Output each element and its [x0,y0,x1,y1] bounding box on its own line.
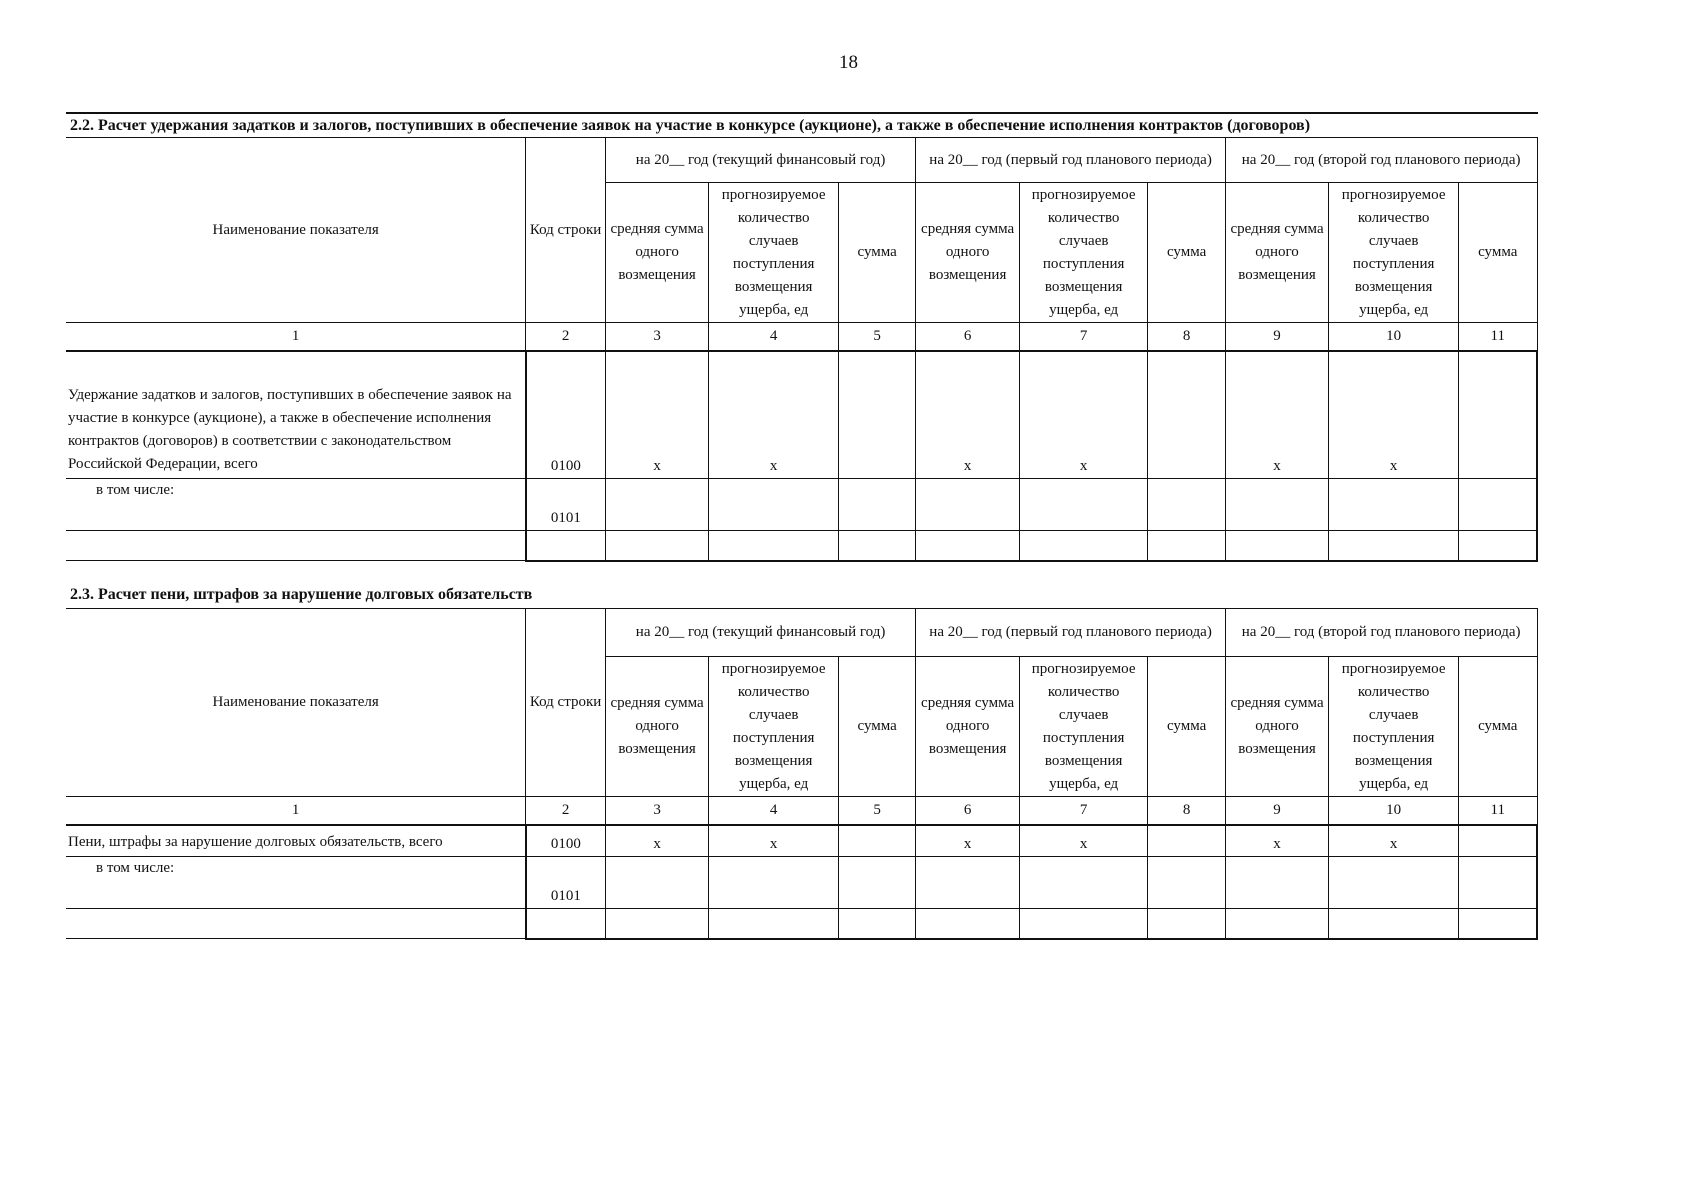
period-header-plan2: на 20__ год (второй год планового периода) [1225,609,1537,657]
avg-header: средняя сумма одного возмещения [1225,183,1329,323]
value-cell[interactable] [916,857,1020,909]
value-cell[interactable] [1329,531,1459,561]
value-cell[interactable] [1458,531,1537,561]
count-header: прогнозируемое количество случаев поступления возмещения ущерба, ед [1329,183,1459,323]
value-cell[interactable] [838,857,915,909]
value-cell[interactable] [838,909,915,939]
value-cell[interactable] [605,909,709,939]
table-row [66,825,1537,857]
value-cell[interactable] [1148,531,1225,561]
x-mark: x [709,351,839,479]
sum-header: сумма [1148,183,1225,323]
row-code: 0100 [526,351,606,479]
value-cell[interactable] [1225,909,1329,939]
name-header: Наименование показателя [66,609,526,797]
value-cell[interactable] [916,909,1020,939]
value-cell[interactable] [1148,479,1225,531]
name-header: Наименование показателя [66,138,526,323]
col-number: 8 [1148,797,1225,825]
value-cell[interactable] [838,351,915,479]
col-number: 11 [1458,797,1537,825]
col-number: 9 [1225,323,1329,351]
page-number: 18 [839,52,858,73]
value-cell[interactable] [1019,857,1148,909]
column-number-row [66,323,1537,351]
value-cell[interactable] [916,479,1020,531]
column-number-row [66,797,1537,825]
value-cell[interactable] [709,857,839,909]
row-code: 0101 [526,479,606,531]
value-cell[interactable] [1329,857,1459,909]
value-cell[interactable] [526,909,606,939]
avg-header: средняя сумма одного возмещения [605,183,709,323]
value-cell[interactable] [526,531,606,561]
table-row [66,857,1537,909]
col-number: 4 [709,323,839,351]
section-title: 2.2. Расчет удержания задатков и залогов, поступивших в обеспечение заявок на участие в конкурсе (аукционе), а также в обеспечение исполнения контрактов (договоров) [66,112,1538,137]
code-header: Код строки [526,138,606,323]
col-number: 3 [605,323,709,351]
code-header: Код строки [526,609,606,797]
value-cell[interactable] [709,909,839,939]
x-mark: x [709,825,839,857]
period-header-plan1: на 20__ год (первый год планового периода) [916,138,1225,183]
value-cell[interactable] [1019,909,1148,939]
col-number: 1 [66,323,526,351]
period-header-current: на 20__ год (текущий финансовый год) [605,138,916,183]
value-cell[interactable] [1458,479,1537,531]
blank-cell [66,531,526,561]
col-number: 11 [1458,323,1537,351]
penalties-table [66,608,1538,940]
value-cell[interactable] [605,479,709,531]
avg-header: средняя сумма одного возмещения [1225,657,1329,797]
x-mark: x [1019,825,1148,857]
value-cell[interactable] [1225,531,1329,561]
value-cell[interactable] [838,479,915,531]
x-mark: x [1225,351,1329,479]
table-row [66,351,1537,479]
value-cell[interactable] [838,531,915,561]
sum-header: сумма [1458,183,1537,323]
row-code: 0101 [526,857,606,909]
value-cell[interactable] [1148,825,1225,857]
value-cell[interactable] [605,857,709,909]
col-number: 4 [709,797,839,825]
avg-header: средняя сумма одного возмещения [916,183,1020,323]
value-cell[interactable] [1458,909,1537,939]
sum-header: сумма [838,183,915,323]
col-number: 2 [526,797,606,825]
value-cell[interactable] [1225,479,1329,531]
col-number: 6 [916,323,1020,351]
col-number: 9 [1225,797,1329,825]
x-mark: x [916,825,1020,857]
x-mark: x [1329,351,1459,479]
x-mark: x [605,351,709,479]
col-number: 5 [838,797,915,825]
count-header: прогнозируемое количество случаев поступления возмещения ущерба, ед [1019,183,1148,323]
col-number: 2 [526,323,606,351]
col-number: 10 [1329,323,1459,351]
col-number: 7 [1019,797,1148,825]
x-mark: x [1225,825,1329,857]
period-header-plan2: на 20__ год (второй год планового периода) [1225,138,1537,183]
table-row [66,531,1537,561]
sum-header: сумма [838,657,915,797]
count-header: прогнозируемое количество случаев поступления возмещения ущерба, ед [1329,657,1459,797]
blank-cell [66,909,526,939]
section-2-2 [66,112,1538,562]
sum-header: сумма [1148,657,1225,797]
row-name: Удержание задатков и залогов, поступивших в обеспечение заявок на участие в конкурсе (аукционе), а также в обеспечение исполнения контрактов (договоров) в соответствии с законодательством Российской Федерации, всего [66,351,526,479]
value-cell[interactable] [1148,351,1225,479]
row-name: в том числе: [66,857,526,909]
value-cell[interactable] [1148,909,1225,939]
row-name: Пени, штрафы за нарушение долговых обязательств, всего [66,825,526,857]
col-number: 3 [605,797,709,825]
row-code: 0100 [526,825,606,857]
value-cell[interactable] [1329,909,1459,939]
col-number: 10 [1329,797,1459,825]
period-header-plan1: на 20__ год (первый год планового периода) [916,609,1225,657]
x-mark: x [1329,825,1459,857]
value-cell[interactable] [605,531,709,561]
value-cell[interactable] [709,531,839,561]
row-name: в том числе: [66,479,526,531]
value-cell[interactable] [916,531,1020,561]
period-header-current: на 20__ год (текущий финансовый год) [605,609,916,657]
table-row [66,479,1537,531]
col-number: 7 [1019,323,1148,351]
value-cell[interactable] [1329,479,1459,531]
section-2-3 [66,586,1538,940]
sum-header: сумма [1458,657,1537,797]
avg-header: средняя сумма одного возмещения [605,657,709,797]
col-number: 1 [66,797,526,825]
value-cell[interactable] [1019,479,1148,531]
value-cell[interactable] [838,825,915,857]
count-header: прогнозируемое количество случаев поступления возмещения ущерба, ед [709,657,839,797]
section-title: 2.3. Расчет пени, штрафов за нарушение долговых обязательств [70,586,533,603]
avg-header: средняя сумма одного возмещения [916,657,1020,797]
table-row [66,909,1537,939]
count-header: прогнозируемое количество случаев поступления возмещения ущерба, ед [709,183,839,323]
value-cell[interactable] [1458,351,1537,479]
value-cell[interactable] [1458,857,1537,909]
value-cell[interactable] [1148,857,1225,909]
col-number: 8 [1148,323,1225,351]
value-cell[interactable] [1225,857,1329,909]
retention-table [66,137,1538,562]
x-mark: x [1019,351,1148,479]
value-cell[interactable] [1019,531,1148,561]
count-header: прогнозируемое количество случаев поступления возмещения ущерба, ед [1019,657,1148,797]
value-cell[interactable] [1458,825,1537,857]
col-number: 6 [916,797,1020,825]
col-number: 5 [838,323,915,351]
x-mark: x [916,351,1020,479]
x-mark: x [605,825,709,857]
value-cell[interactable] [709,479,839,531]
